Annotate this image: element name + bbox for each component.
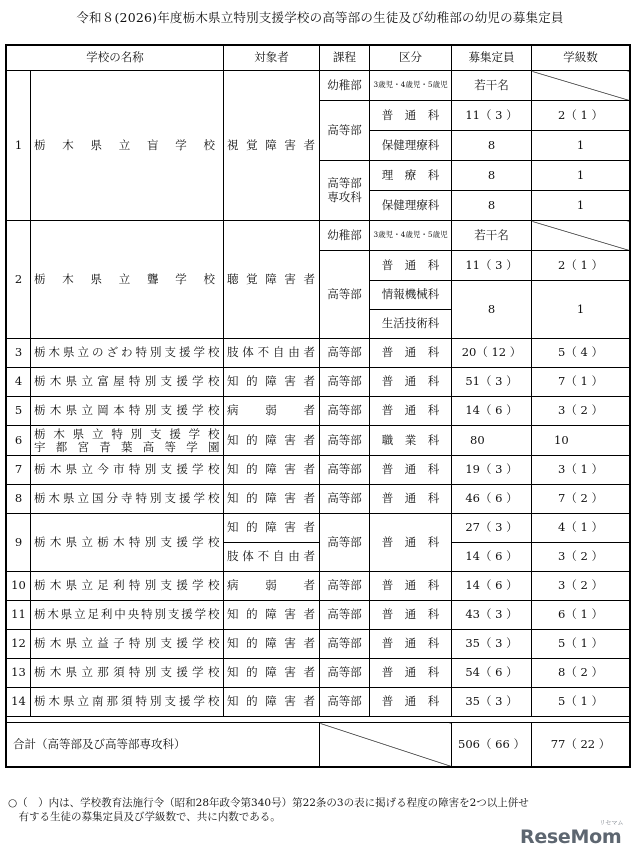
table-header-row	[7, 46, 630, 71]
table-row	[7, 659, 630, 688]
capacity-cell: 19（ 3 ）	[452, 456, 532, 485]
school-name: 栃木県立富屋特別支援学校	[31, 368, 224, 397]
target-group: 病 弱 者	[224, 572, 320, 601]
school-name: 栃木県立足利中央特別支援学校	[31, 601, 224, 630]
row-number: 11	[7, 601, 31, 630]
division-cell: 保健理療科	[370, 191, 452, 221]
division-cell: 普 通 科	[370, 514, 452, 572]
course-cell: 幼稚部	[320, 221, 370, 251]
table-row	[7, 397, 630, 426]
table-row	[7, 601, 630, 630]
target-group: 知的障害者	[224, 688, 320, 717]
course-cell: 高等部	[320, 514, 370, 572]
course-cell: 高等部	[320, 339, 370, 368]
course-cell: 高等部	[320, 426, 370, 456]
course-cell: 高等部	[320, 397, 370, 426]
target-group: 知的障害者	[224, 514, 320, 543]
course-line: 高等部	[327, 176, 362, 191]
division-cell: 3歳児・4歳児・5歳児	[370, 71, 452, 101]
footnote	[8, 796, 548, 824]
capacity-cell: 14（ 6 ）	[452, 397, 532, 426]
course-cell: 高等部	[320, 601, 370, 630]
classes-cell: 1	[532, 161, 630, 191]
capacity-cell: 20（ 12 ）	[452, 339, 532, 368]
table-row	[7, 221, 630, 251]
course-cell: 高等部	[320, 485, 370, 514]
row-number: 6	[7, 426, 31, 456]
table-row	[7, 485, 630, 514]
capacity-cell: 54（ 6 ）	[452, 659, 532, 688]
capacity-cell: 8	[452, 281, 532, 339]
row-number: 3	[7, 339, 31, 368]
school-name: 栃木県立国分寺特別支援学校	[31, 485, 224, 514]
course-cell: 高等部	[320, 688, 370, 717]
classes-cell: 10	[532, 426, 630, 456]
target-group: 聴覚障害者	[224, 221, 320, 339]
table-row	[7, 71, 630, 101]
table-row	[7, 339, 630, 368]
course-cell: 高等部	[320, 368, 370, 397]
header-capacity: 募集定員	[452, 46, 532, 71]
division-cell: 普 通 科	[370, 101, 452, 131]
course-line: 専攻科	[327, 189, 362, 204]
header-classes: 学級数	[532, 46, 630, 71]
school-name	[31, 426, 224, 456]
header-course: 課程	[320, 46, 370, 71]
capacity-cell: 若干名	[452, 221, 532, 251]
row-number: 7	[7, 456, 31, 485]
row-number: 5	[7, 397, 31, 426]
capacity-cell: 35（ 3 ）	[452, 630, 532, 659]
course-cell: 高等部	[320, 251, 370, 339]
classes-cell: 3（ 2 ）	[532, 572, 630, 601]
target-group: 知的障害者	[224, 368, 320, 397]
division-cell: 情報機械科	[370, 281, 452, 310]
row-number: 12	[7, 630, 31, 659]
division-cell: 普 通 科	[370, 485, 452, 514]
capacity-cell: 35（ 3 ）	[452, 688, 532, 717]
table-row	[7, 426, 630, 456]
division-cell: 普 通 科	[370, 572, 452, 601]
division-cell: 普 通 科	[370, 368, 452, 397]
capacity-cell: 14（ 6 ）	[452, 543, 532, 572]
division-cell: 理 療 科	[370, 161, 452, 191]
header-school: 学校の名称	[7, 46, 224, 71]
target-group: 肢体不自由者	[224, 543, 320, 572]
table-row	[7, 368, 630, 397]
total-row	[7, 723, 630, 767]
capacity-cell: 43（ 3 ）	[452, 601, 532, 630]
classes-cell: 1	[532, 281, 630, 339]
classes-cell: 2（ 1 ）	[532, 251, 630, 281]
division-cell: 3歳児・4歳児・5歳児	[370, 221, 452, 251]
course-cell	[320, 161, 370, 221]
capacity-cell: 8	[452, 191, 532, 221]
table-row	[7, 456, 630, 485]
division-cell: 職 業 科	[370, 426, 452, 456]
row-number: 1	[7, 71, 31, 221]
capacity-cell: 11（ 3 ）	[452, 251, 532, 281]
total-classes: 77（ 22 ）	[532, 723, 630, 767]
row-number: 8	[7, 485, 31, 514]
capacity-cell: 8	[452, 131, 532, 161]
division-cell: 普 通 科	[370, 659, 452, 688]
page-title: 令和８(2026)年度栃木県立特別支援学校の高等部の生徒及び幼稚部の幼児の募集定員	[76, 10, 564, 25]
division-cell: 普 通 科	[370, 630, 452, 659]
total-label: 合計（高等部及び高等部専攻科）	[7, 723, 320, 767]
row-number: 2	[7, 221, 31, 339]
table-row	[7, 688, 630, 717]
capacity-cell: 8	[452, 161, 532, 191]
course-cell: 高等部	[320, 630, 370, 659]
row-number: 4	[7, 368, 31, 397]
header-target: 対象者	[224, 46, 320, 71]
target-group: 知的障害者	[224, 659, 320, 688]
target-group: 肢体不自由者	[224, 339, 320, 368]
classes-cell: 3（ 2 ）	[532, 397, 630, 426]
division-cell: 普 通 科	[370, 397, 452, 426]
division-cell: 普 通 科	[370, 456, 452, 485]
row-number: 10	[7, 572, 31, 601]
classes-cell: 5（ 1 ）	[532, 630, 630, 659]
division-cell: 普 通 科	[370, 601, 452, 630]
resemom-logo	[520, 820, 624, 848]
classes-cell: 5（ 1 ）	[532, 688, 630, 717]
classes-cell: 4（ 1 ）	[532, 514, 630, 543]
capacity-cell: 51（ 3 ）	[452, 368, 532, 397]
target-group: 視覚障害者	[224, 71, 320, 221]
division-cell: 普 通 科	[370, 339, 452, 368]
target-group: 病 弱 者	[224, 397, 320, 426]
footnote-line: ○（ ）内は、学校教育法施行令（昭和28年政令第340号）第22条の3の表に掲げる程度の障害を2つ以上併せ	[8, 797, 529, 809]
classes-cell-empty	[532, 221, 630, 251]
target-group: 知的障害者	[224, 485, 320, 514]
classes-cell: 7（ 1 ）	[532, 368, 630, 397]
classes-cell: 8（ 2 ）	[532, 659, 630, 688]
capacity-cell: 11（ 3 ）	[452, 101, 532, 131]
logo-kana: リセマム	[599, 820, 624, 827]
school-name-line: 宇都宮青葉高等学園	[34, 439, 220, 454]
logo-text: ReseMom	[520, 826, 622, 848]
classes-cell-empty	[532, 71, 630, 101]
recruitment-table	[6, 45, 630, 767]
course-cell: 高等部	[320, 659, 370, 688]
division-cell: 生活技術科	[370, 310, 452, 339]
table-row	[7, 572, 630, 601]
school-name: 栃木県立盲学校	[31, 71, 224, 221]
school-name: 栃木県立岡本特別支援学校	[31, 397, 224, 426]
capacity-cell: 46（ 6 ）	[452, 485, 532, 514]
target-group: 知的障害者	[224, 601, 320, 630]
classes-cell: 2（ 1 ）	[532, 101, 630, 131]
total-capacity: 506（ 66 ）	[452, 723, 532, 767]
total-empty-cell	[320, 723, 452, 767]
school-name: 栃木県立今市特別支援学校	[31, 456, 224, 485]
division-cell: 保健理療科	[370, 131, 452, 161]
capacity-cell: 若干名	[452, 71, 532, 101]
course-cell: 幼稚部	[320, 71, 370, 101]
school-name: 栃木県立益子特別支援学校	[31, 630, 224, 659]
classes-cell: 1	[532, 131, 630, 161]
target-group: 知的障害者	[224, 456, 320, 485]
capacity-cell: 14（ 6 ）	[452, 572, 532, 601]
course-cell: 高等部	[320, 101, 370, 161]
school-name: 栃木県立那須特別支援学校	[31, 659, 224, 688]
classes-cell: 5（ 4 ）	[532, 339, 630, 368]
classes-cell: 3（ 2 ）	[532, 543, 630, 572]
classes-cell: 1	[532, 191, 630, 221]
school-name: 栃木県立足利特別支援学校	[31, 572, 224, 601]
capacity-cell: 27（ 3 ）	[452, 514, 532, 543]
table-row	[7, 514, 630, 543]
target-group: 知的障害者	[224, 630, 320, 659]
footnote-line: 有する生徒の募集定員及び学級数で、共に内数である。	[8, 811, 281, 823]
header-division: 区分	[370, 46, 452, 71]
table-row	[7, 630, 630, 659]
classes-cell: 6（ 1 ）	[532, 601, 630, 630]
capacity-cell: 80	[452, 426, 532, 456]
school-name: 栃木県立聾学校	[31, 221, 224, 339]
school-name: 栃木県立栃木特別支援学校	[31, 514, 224, 572]
division-cell: 普 通 科	[370, 688, 452, 717]
division-cell: 普 通 科	[370, 251, 452, 281]
target-group: 知的障害者	[224, 426, 320, 456]
classes-cell: 7（ 2 ）	[532, 485, 630, 514]
classes-cell: 3（ 1 ）	[532, 456, 630, 485]
course-cell: 高等部	[320, 456, 370, 485]
row-number: 14	[7, 688, 31, 717]
school-name-line: 栃木県立特別支援学校	[34, 426, 220, 441]
course-cell: 高等部	[320, 572, 370, 601]
school-name: 栃木県立南那須特別支援学校	[31, 688, 224, 717]
school-name: 栃木県立のざわ特別支援学校	[31, 339, 224, 368]
row-number: 13	[7, 659, 31, 688]
row-number: 9	[7, 514, 31, 572]
